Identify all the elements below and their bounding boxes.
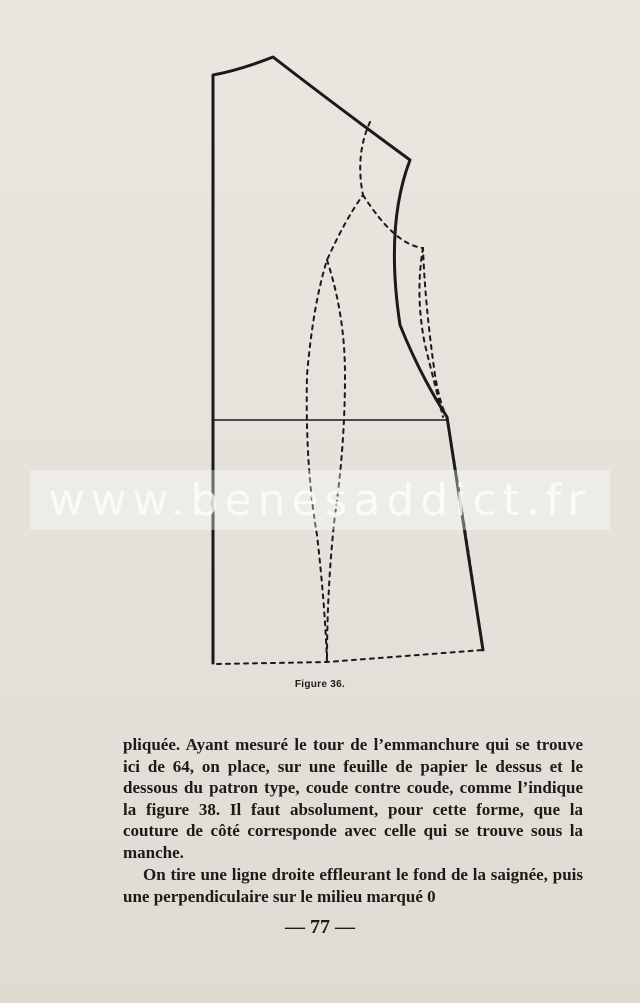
figure-caption: Figure 36. (294, 679, 346, 690)
seam-dashed-1 (307, 122, 370, 662)
seam-dashed-3 (327, 260, 345, 662)
page-number: — 77 — (285, 916, 355, 938)
hem-dashed (217, 650, 483, 664)
body-text (123, 734, 583, 907)
pattern-figure (195, 45, 505, 675)
pattern-drawing (195, 45, 505, 675)
paragraph: pliquée. Ayant mesuré le tour de l’emmanchure qui se trouve ici de 64, on place, sur une feuille de papier le dessus et le dessous du patron type, coude contre coude, comme l’indique la figure 38. Il faut absolument, pour cette forme, que la couture de côté corresponde avec celle qui se trouve sous la manche. (123, 735, 583, 862)
watermark: www.benesaddict.fr (30, 470, 610, 530)
pattern-outline (213, 57, 483, 663)
seam-dashed-2 (363, 195, 483, 650)
paragraph: On tire une ligne droite effleurant le fond de la saignée, puis une perpendiculaire sur le milieu marqué 0 (123, 865, 583, 906)
